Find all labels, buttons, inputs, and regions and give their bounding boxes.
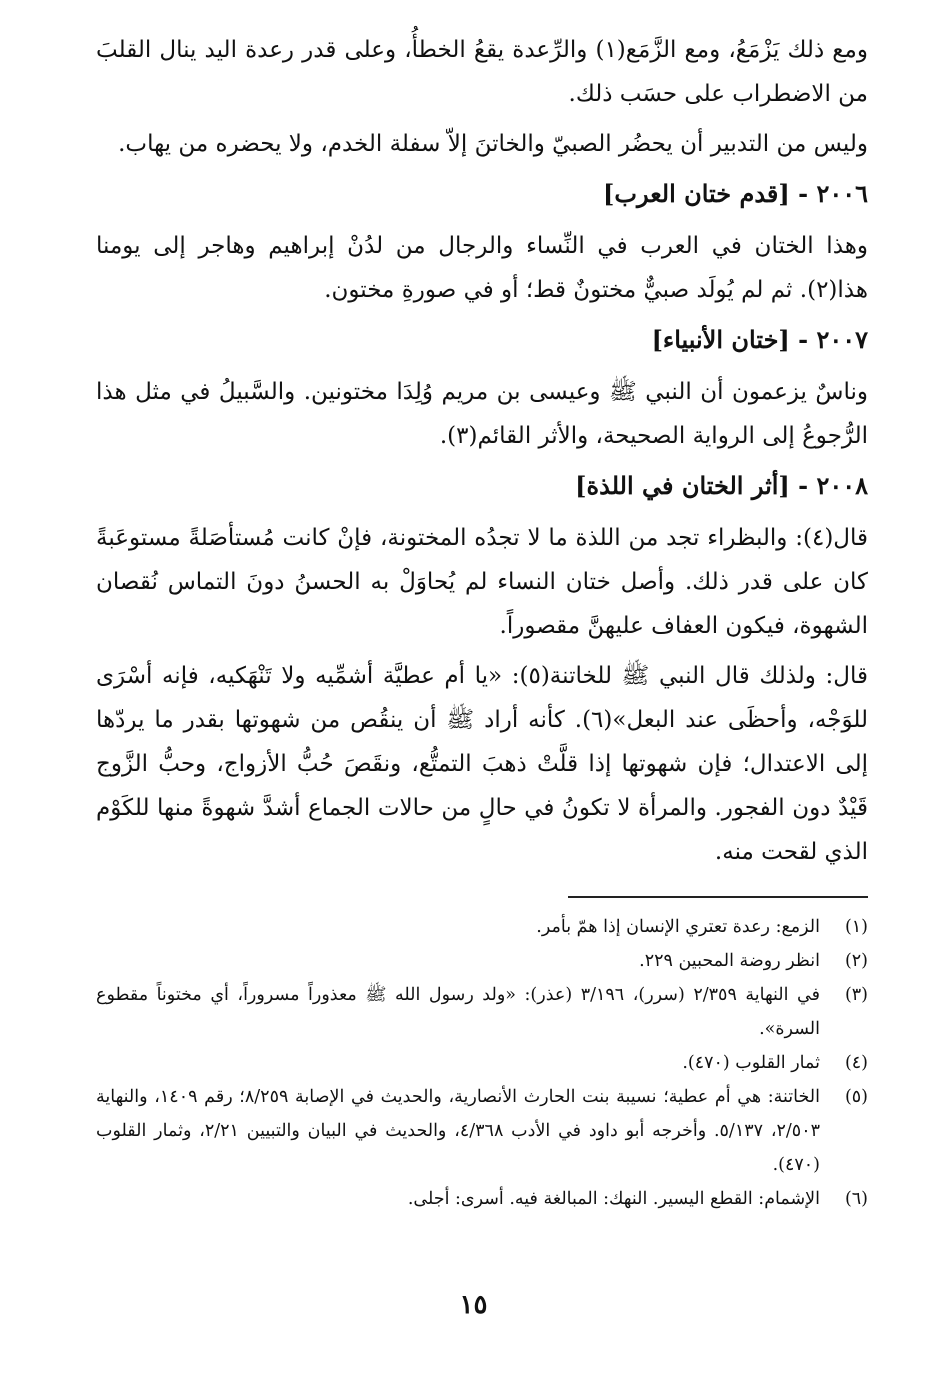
section-2007: [96, 318, 868, 458]
section-2008: [96, 464, 868, 874]
footnote-number: (٤): [844, 1053, 868, 1073]
paragraph: وناسٌ يزعمون أن النبي ﷺ وعيسى بن مريم وُلِدَا مختونين. والسَّبيلُ في مثل هذا الرُّجوعُ إلى الرواية الصحيحة، والأثر القائم(٣).: [96, 379, 868, 449]
footnote-divider: [568, 896, 868, 898]
footnote-number: (٢): [844, 951, 868, 971]
page-body: [96, 28, 868, 1216]
footnote: [96, 978, 868, 1046]
footnote-text: انظر روضة المحبين ٢٢٩.: [639, 951, 820, 971]
footnote-text: في النهاية ٢/٣٥٩ (سرر)، ٣/١٩٦ (عذر): «ولد رسول الله ﷺ معذوراً مسروراً، أي مختوناً مقطوع السرة».: [96, 985, 820, 1039]
footnote-text: الإشمام: القطع اليسير. النهك: المبالغة فيه. أسرى: أجلى.: [407, 1189, 820, 1209]
section-heading: ٢٠٠٧ - [ختان الأنبياء]: [651, 325, 868, 354]
footnote: [96, 1046, 868, 1080]
footnote-text: ثمار القلوب (٤٧٠).: [682, 1053, 820, 1073]
footnote: [96, 1080, 868, 1182]
paragraph: ومع ذلك يَزْمَعُ، ومع الزَّمَع(١) والرِّعدة يقعُ الخطأُ، وعلى قدر رعدة اليد ينال القلبَ من الاضطراب على حسَب ذلك.: [96, 37, 868, 107]
section-heading: ٢٠٠٦ - [قدم ختان العرب]: [603, 179, 868, 208]
page-number: ١٥: [459, 1290, 488, 1320]
footnote: [96, 1182, 868, 1216]
footnote-number: (٣): [844, 985, 868, 1005]
section-2006: [96, 172, 868, 312]
footnote-text: الزمع: رعدة تعتري الإنسان إذا همّ بأمر.: [536, 917, 820, 937]
paragraph: وهذا الختان في العرب في النِّساء والرجال من لدُنْ إبراهيم وهاجر إلى يومنا هذا(٢). ثم لم يُولَد صبيٌّ مختونٌ قط؛ أو في صورةِ مختون.: [96, 233, 868, 303]
footnote-text: الخاتنة: هي أم عطية؛ نسيبة بنت الحارث الأنصارية، والحديث في الإصابة ٨/٢٥٩؛ رقم ١٤٠٩، والنهاية ٢/٥٠٣، ٥/١٣٧. وأخرجه أبو داود في الأدب ٤/٣٦٨، والحديث في البيان والتبيين ٢/٢١، وثمار القلوب (٤٧٠).: [96, 1087, 820, 1175]
paragraph: قال(٤): والبظراء تجد من اللذة ما لا تجدُه المختونة، فإنْ كانت مُستأصَلةً مستوعَبةً كان على قدر ذلك. وأصل ختان النساء لم يُحاوَلْ به الحسنُ دونَ التماس نُقصان الشهوة، فيكون العفاف عليهنَّ مقصوراً.: [96, 525, 868, 639]
footnote: [96, 910, 868, 944]
footnote-number: (٦): [844, 1189, 868, 1209]
section-heading: ٢٠٠٨ - [أثر الختان في اللذة]: [575, 471, 868, 500]
paragraph: وليس من التدبير أن يحضُر الصبيّ والخاتنَ إلاّ سفلة الخدم، ولا يحضره من يهاب.: [118, 131, 868, 157]
footnote-number: (١): [844, 917, 868, 937]
footnotes: [96, 910, 868, 1216]
footnote-number: (٥): [844, 1087, 868, 1107]
footnote: [96, 944, 868, 978]
paragraph: قال: ولذلك قال النبي ﷺ للخاتنة(٥): «يا أم عطيَّة أشمِّيه ولا تَنْهَكيه، فإنه أسْرَى للوَجْه، وأحظَى عند البعل»(٦). كأنه أراد ﷺ أن ينقُص من شهوتها بقدر ما يردّها إلى الاعتدال؛ فإن شهوتها إذا قلَّتْ ذهبَ التمتُّع، ونقَصَ حُبُّ الأزواج، وحبُّ الزَّوج قَيْدٌ دون الفجور. والمرأة لا تكونُ في حالٍ من حالات الجماع أشدَّ شهوةً منها للكَوْم الذي لقحت منه.: [96, 663, 869, 865]
